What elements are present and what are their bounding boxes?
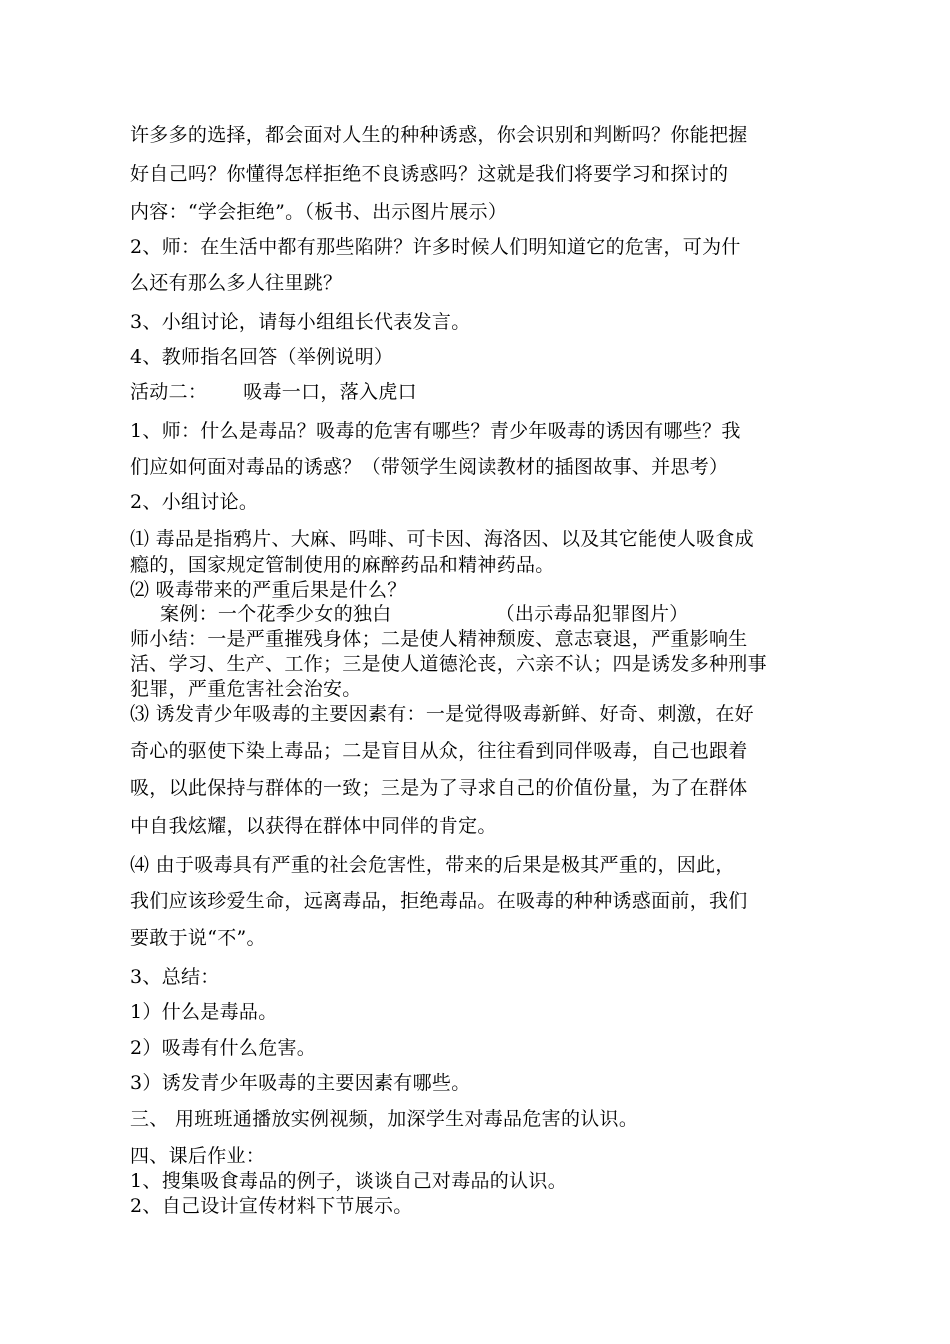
text-line: 2、小组讨论。 [130,491,259,513]
text-line: 1）什么是毒品。 [130,1001,278,1023]
activity-heading-line [130,380,417,404]
text-line: 许多多的选择，都会面对人生的种种诱惑，你会识别和判断吗？你能把握 [130,124,748,146]
case-title: 案例：一个花季少女的独白 [160,603,392,625]
text-line: 瘾的，国家规定管制使用的麻醉药品和精神药品。 [130,554,555,576]
text-line: 奇心的驱使下染上毒品；二是盲目从众，往往看到同伴吸毒，自己也跟着 [130,740,748,762]
case-note: （出示毒品犯罪图片） [495,603,689,625]
text-line: 我们应该珍爱生命，远离毒品，拒绝毒品。在吸毒的种种诱惑面前，我们 [130,890,748,912]
text-line: 要敢于说“不”。 [130,927,266,949]
text-line: 3、小组讨论，请每小组组长代表发言。 [130,311,471,333]
text-line: ⑶ 诱发青少年吸毒的主要因素有：一是觉得吸毒新鲜、好奇、刺激，在好 [130,703,754,725]
text-line: 活、学习、生产、工作；三是使人道德沦丧，六亲不认；四是诱发多种刑事 [130,653,767,675]
case-line [160,602,689,626]
text-line: ⑷ 由于吸毒具有严重的社会危害性，带来的后果是极其严重的，因此， [130,854,735,876]
text-line: 1、搜集吸食毒品的例子，谈谈自己对毒品的认识。 [130,1170,567,1192]
text-line: 2、自己设计宣传材料下节展示。 [130,1195,413,1217]
text-line: 犯罪，严重危害社会治安。 [130,678,362,700]
text-line: 三、 用班班通播放实例视频，加深学生对毒品危害的认识。 [130,1108,639,1130]
text-line: 好自己吗？你懂得怎样拒绝不良诱惑吗？这就是我们将要学习和探讨的 [130,163,729,185]
text-line: 2、师：在生活中都有那些陷阱？许多时候人们明知道它的危害，可为什 [130,236,741,258]
text-line: 3）诱发青少年吸毒的主要因素有哪些。 [130,1072,471,1094]
text-line: ⑴ 毒品是指鸦片、大麻、吗啡、可卡因、海洛因、以及其它能使人吸食成 [130,528,754,550]
text-line: 2）吸毒有什么危害。 [130,1037,317,1059]
text-line: 师小结：一是严重摧残身体；二是使人精神颓废、意志衰退，严重影响生 [130,628,748,650]
text-line: 么还有那么多人往里跳？ [130,272,343,294]
text-line: 4、教师指名回答（举例说明） [130,346,394,368]
text-line: ⑵ 吸毒带来的严重后果是什么？ [130,579,407,601]
activity-title: 吸毒一口，落入虎口 [243,381,417,403]
text-line: 吸，以此保持与群体的一致；三是为了寻求自己的价值份量，为了在群体 [130,777,748,799]
text-line: 中自我炫耀，以获得在群体中同伴的肯定。 [130,815,497,837]
text-line: 内容：“学会拒绝”。（板书、出示图片展示） [130,201,508,223]
text-line: 们应如何面对毒品的诱惑？（带领学生阅读教材的插图故事、并思考） [130,456,729,478]
text-line: 3、总结： [130,966,220,988]
text-line: 1、师：什么是毒品？吸毒的危害有哪些？青少年吸毒的诱因有哪些？我 [130,420,741,442]
activity-label: 活动二： [130,381,208,403]
text-line: 四、课后作业： [130,1145,266,1167]
